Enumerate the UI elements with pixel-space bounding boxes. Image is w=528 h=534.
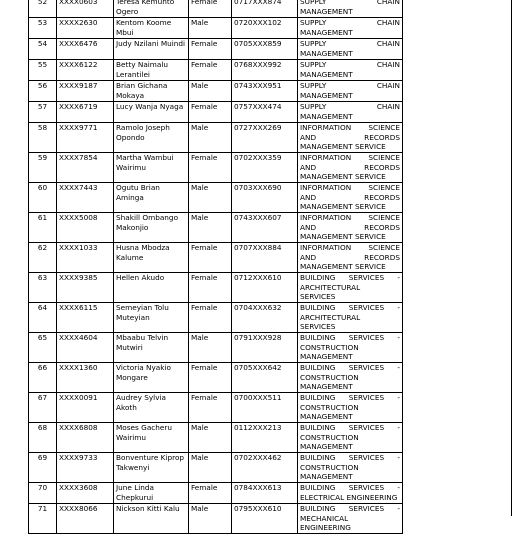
course-line: MANAGEMENT bbox=[300, 27, 353, 37]
table-row bbox=[29, 0, 403, 18]
gender-cell: Male bbox=[189, 504, 232, 534]
phone-cell: 0743XXX607 bbox=[232, 213, 298, 243]
phone-cell: 0743XXX951 bbox=[232, 81, 298, 102]
id-number-cell: XXXX3608 bbox=[57, 483, 114, 504]
name-cell: Moses Gacheru Wairimu bbox=[114, 423, 189, 453]
phone-cell: 0700XXX511 bbox=[232, 393, 298, 423]
course-line: MANAGEMENT SERVICE bbox=[300, 172, 386, 182]
course-line: SUPPLY CHAIN bbox=[300, 39, 400, 48]
table-row bbox=[29, 333, 403, 363]
course-line: MANAGEMENT SERVICE bbox=[300, 142, 386, 152]
course-line: SUPPLY CHAIN bbox=[300, 60, 400, 69]
course-line: SUPPLY CHAIN bbox=[300, 18, 400, 27]
course-line: CONSTRUCTION bbox=[300, 402, 359, 412]
course-line: SUPPLY CHAIN bbox=[300, 81, 400, 90]
name-cell: Brian Gichana Mokaya bbox=[114, 81, 189, 102]
course-line: BUILDING SERVICES - bbox=[300, 333, 400, 342]
row-number-cell: 67 bbox=[29, 393, 57, 423]
course-line: AND RECORDS bbox=[300, 162, 400, 172]
gender-cell: Male bbox=[189, 18, 232, 39]
phone-cell: 0784XXX613 bbox=[232, 483, 298, 504]
name-cell: Lucy Wanja Nyaga bbox=[114, 102, 189, 123]
name-cell: Teresa Kemunto Ogero bbox=[114, 0, 189, 18]
course-line: INFORMATION SCIENCE bbox=[300, 243, 400, 252]
course-line: ENGINEERING bbox=[300, 523, 351, 533]
course-line: ARCHITECTURAL bbox=[300, 312, 361, 322]
course-line: INFORMATION SCIENCE bbox=[300, 123, 400, 132]
course-line: MECHANICAL bbox=[300, 513, 349, 523]
course-line: MANAGEMENT SERVICE bbox=[300, 202, 386, 212]
name-cell: Ramolo Joseph Opondo bbox=[114, 123, 189, 153]
course-cell bbox=[298, 393, 403, 423]
course-cell bbox=[298, 333, 403, 363]
row-number-cell: 57 bbox=[29, 102, 57, 123]
course-line: ARCHITECTURAL bbox=[300, 282, 361, 292]
course-line: MANAGEMENT SERVICE bbox=[300, 262, 386, 272]
row-number-cell: 56 bbox=[29, 81, 57, 102]
course-cell bbox=[298, 60, 403, 81]
phone-cell: 0720XXX102 bbox=[232, 18, 298, 39]
row-number-cell: 52 bbox=[29, 0, 57, 18]
gender-cell: Male bbox=[189, 183, 232, 213]
row-number-cell: 65 bbox=[29, 333, 57, 363]
course-line: SUPPLY CHAIN bbox=[300, 0, 400, 6]
course-cell bbox=[298, 18, 403, 39]
course-cell bbox=[298, 243, 403, 273]
gender-cell: Female bbox=[189, 273, 232, 303]
id-number-cell: XXXX6122 bbox=[57, 60, 114, 81]
gender-cell: Male bbox=[189, 81, 232, 102]
table-row bbox=[29, 453, 403, 483]
course-line: AND RECORDS bbox=[300, 222, 400, 232]
phone-cell: 0703XXX690 bbox=[232, 183, 298, 213]
row-number-cell: 55 bbox=[29, 60, 57, 81]
row-number-cell: 68 bbox=[29, 423, 57, 453]
gender-cell: Male bbox=[189, 453, 232, 483]
course-line: INFORMATION SCIENCE bbox=[300, 183, 400, 192]
gender-cell: Female bbox=[189, 39, 232, 60]
course-line: INFORMATION SCIENCE bbox=[300, 213, 400, 222]
table-row bbox=[29, 363, 403, 393]
row-number-cell: 60 bbox=[29, 183, 57, 213]
gender-cell: Female bbox=[189, 243, 232, 273]
id-number-cell: XXXX8066 bbox=[57, 504, 114, 534]
course-line: BUILDING SERVICES - bbox=[300, 393, 400, 402]
applicant-table bbox=[28, 0, 403, 534]
course-line: AND RECORDS bbox=[300, 132, 400, 142]
course-cell bbox=[298, 453, 403, 483]
course-line: MANAGEMENT bbox=[300, 472, 353, 482]
course-line: BUILDING SERVICES - bbox=[300, 423, 400, 432]
table-row bbox=[29, 483, 403, 504]
phone-cell: 0705XXX859 bbox=[232, 39, 298, 60]
id-number-cell: XXXX9771 bbox=[57, 123, 114, 153]
name-cell: Husna Mbodza Kalume bbox=[114, 243, 189, 273]
course-line: MANAGEMENT bbox=[300, 412, 353, 422]
table-row bbox=[29, 39, 403, 60]
gender-cell: Female bbox=[189, 102, 232, 123]
table-row bbox=[29, 243, 403, 273]
gender-cell: Female bbox=[189, 60, 232, 81]
id-number-cell: XXXX5008 bbox=[57, 213, 114, 243]
name-cell: Shakill Ombango Makonjio bbox=[114, 213, 189, 243]
table-row bbox=[29, 303, 403, 333]
course-cell bbox=[298, 483, 403, 504]
id-number-cell: XXXX4604 bbox=[57, 333, 114, 363]
course-line: MANAGEMENT bbox=[300, 48, 353, 58]
id-number-cell: XXXX9733 bbox=[57, 453, 114, 483]
table-row bbox=[29, 81, 403, 102]
course-line: AND RECORDS bbox=[300, 192, 400, 202]
phone-cell: 0717XXX874 bbox=[232, 0, 298, 18]
name-cell: Bonventure Kiprop Takwenyi bbox=[114, 453, 189, 483]
applicant-list-page bbox=[28, 0, 402, 534]
course-line: CONSTRUCTION bbox=[300, 432, 359, 442]
id-number-cell: XXXX0603 bbox=[57, 0, 114, 18]
course-line: MANAGEMENT bbox=[300, 69, 353, 79]
row-number-cell: 59 bbox=[29, 153, 57, 183]
row-number-cell: 70 bbox=[29, 483, 57, 504]
page-border-line bbox=[511, 0, 512, 516]
course-line: INFORMATION SCIENCE bbox=[300, 153, 400, 162]
phone-cell: 0791XXX928 bbox=[232, 333, 298, 363]
course-cell bbox=[298, 303, 403, 333]
course-cell bbox=[298, 213, 403, 243]
course-line: MANAGEMENT bbox=[300, 382, 353, 392]
phone-cell: 0112XXX213 bbox=[232, 423, 298, 453]
name-cell: Martha Wambui Wairimu bbox=[114, 153, 189, 183]
row-number-cell: 71 bbox=[29, 504, 57, 534]
name-cell: Kentom Koome Mbui bbox=[114, 18, 189, 39]
course-line: BUILDING SERVICES - bbox=[300, 303, 400, 312]
row-number-cell: 64 bbox=[29, 303, 57, 333]
name-cell: Semeyian Tolu Muteyian bbox=[114, 303, 189, 333]
course-cell bbox=[298, 102, 403, 123]
row-number-cell: 61 bbox=[29, 213, 57, 243]
course-line: MANAGEMENT bbox=[300, 442, 353, 452]
gender-cell: Female bbox=[189, 393, 232, 423]
course-cell bbox=[298, 81, 403, 102]
course-line: SERVICES bbox=[300, 322, 336, 332]
id-number-cell: XXXX6476 bbox=[57, 39, 114, 60]
course-line: BUILDING SERVICES - bbox=[300, 273, 400, 282]
course-line: MANAGEMENT bbox=[300, 90, 353, 100]
name-cell: Betty Naimalu Lerantilei bbox=[114, 60, 189, 81]
name-cell: June Linda Chepkurui bbox=[114, 483, 189, 504]
course-line: MANAGEMENT SERVICE bbox=[300, 232, 386, 242]
name-cell: Victoria Nyakio Mongare bbox=[114, 363, 189, 393]
table-row bbox=[29, 213, 403, 243]
phone-cell: 0705XXX642 bbox=[232, 363, 298, 393]
gender-cell: Female bbox=[189, 153, 232, 183]
name-cell: Judy Nzilani Muindi bbox=[114, 39, 189, 60]
row-number-cell: 53 bbox=[29, 18, 57, 39]
course-line: BUILDING SERVICES - bbox=[300, 363, 400, 372]
course-cell bbox=[298, 123, 403, 153]
id-number-cell: XXXX1033 bbox=[57, 243, 114, 273]
gender-cell: Male bbox=[189, 123, 232, 153]
table-row bbox=[29, 123, 403, 153]
course-line: CONSTRUCTION bbox=[300, 342, 359, 352]
phone-cell: 0768XXX992 bbox=[232, 60, 298, 81]
name-cell: Mbaabu Telvin Mutwiri bbox=[114, 333, 189, 363]
phone-cell: 0702XXX462 bbox=[232, 453, 298, 483]
row-number-cell: 62 bbox=[29, 243, 57, 273]
id-number-cell: XXXX9385 bbox=[57, 273, 114, 303]
name-cell: Audrey Sylvia Akoth bbox=[114, 393, 189, 423]
gender-cell: Female bbox=[189, 483, 232, 504]
table-row bbox=[29, 153, 403, 183]
course-line: MANAGEMENT bbox=[300, 111, 353, 121]
row-number-cell: 54 bbox=[29, 39, 57, 60]
course-cell bbox=[298, 153, 403, 183]
table-row bbox=[29, 183, 403, 213]
table-row bbox=[29, 60, 403, 81]
phone-cell: 0712XXX610 bbox=[232, 273, 298, 303]
name-cell: Nickson Kitti Kalu bbox=[114, 504, 189, 534]
id-number-cell: XXXX6719 bbox=[57, 102, 114, 123]
course-line: AND RECORDS bbox=[300, 252, 400, 262]
course-line: BUILDING SERVICES - bbox=[300, 453, 400, 462]
course-line: CONSTRUCTION bbox=[300, 462, 359, 472]
course-cell bbox=[298, 273, 403, 303]
name-cell: Ogutu Brian Aminga bbox=[114, 183, 189, 213]
id-number-cell: XXXX7443 bbox=[57, 183, 114, 213]
row-number-cell: 66 bbox=[29, 363, 57, 393]
applicant-table-body bbox=[29, 0, 403, 534]
gender-cell: Male bbox=[189, 423, 232, 453]
course-line: MANAGEMENT bbox=[300, 352, 353, 362]
row-number-cell: 58 bbox=[29, 123, 57, 153]
phone-cell: 0795XXX610 bbox=[232, 504, 298, 534]
id-number-cell: XXXX1360 bbox=[57, 363, 114, 393]
course-cell bbox=[298, 0, 403, 18]
id-number-cell: XXXX0091 bbox=[57, 393, 114, 423]
course-cell bbox=[298, 39, 403, 60]
phone-cell: 0757XXX474 bbox=[232, 102, 298, 123]
gender-cell: Female bbox=[189, 303, 232, 333]
row-number-cell: 69 bbox=[29, 453, 57, 483]
table-row bbox=[29, 423, 403, 453]
row-number-cell: 63 bbox=[29, 273, 57, 303]
course-line: SERVICES bbox=[300, 292, 336, 302]
course-line: SUPPLY CHAIN bbox=[300, 102, 400, 111]
id-number-cell: XXXX7854 bbox=[57, 153, 114, 183]
id-number-cell: XXXX6808 bbox=[57, 423, 114, 453]
name-cell: Hellen Akudo bbox=[114, 273, 189, 303]
course-cell bbox=[298, 183, 403, 213]
course-cell bbox=[298, 504, 403, 534]
course-line: CONSTRUCTION bbox=[300, 372, 359, 382]
table-row bbox=[29, 102, 403, 123]
id-number-cell: XXXX9187 bbox=[57, 81, 114, 102]
phone-cell: 0704XXX632 bbox=[232, 303, 298, 333]
phone-cell: 0727XXX269 bbox=[232, 123, 298, 153]
id-number-cell: XXXX6115 bbox=[57, 303, 114, 333]
table-row bbox=[29, 393, 403, 423]
course-cell bbox=[298, 423, 403, 453]
table-row bbox=[29, 273, 403, 303]
course-line: ELECTRICAL ENGINEERING bbox=[300, 492, 398, 502]
course-line: BUILDING SERVICES - bbox=[300, 504, 400, 513]
gender-cell: Female bbox=[189, 0, 232, 18]
table-row bbox=[29, 18, 403, 39]
phone-cell: 0702XXX359 bbox=[232, 153, 298, 183]
course-line: BUILDING SERVICES - bbox=[300, 483, 400, 492]
id-number-cell: XXXX2630 bbox=[57, 18, 114, 39]
course-line: MANAGEMENT bbox=[300, 6, 353, 16]
phone-cell: 0707XXX884 bbox=[232, 243, 298, 273]
gender-cell: Female bbox=[189, 363, 232, 393]
course-cell bbox=[298, 363, 403, 393]
gender-cell: Male bbox=[189, 333, 232, 363]
gender-cell: Male bbox=[189, 213, 232, 243]
table-row bbox=[29, 504, 403, 534]
